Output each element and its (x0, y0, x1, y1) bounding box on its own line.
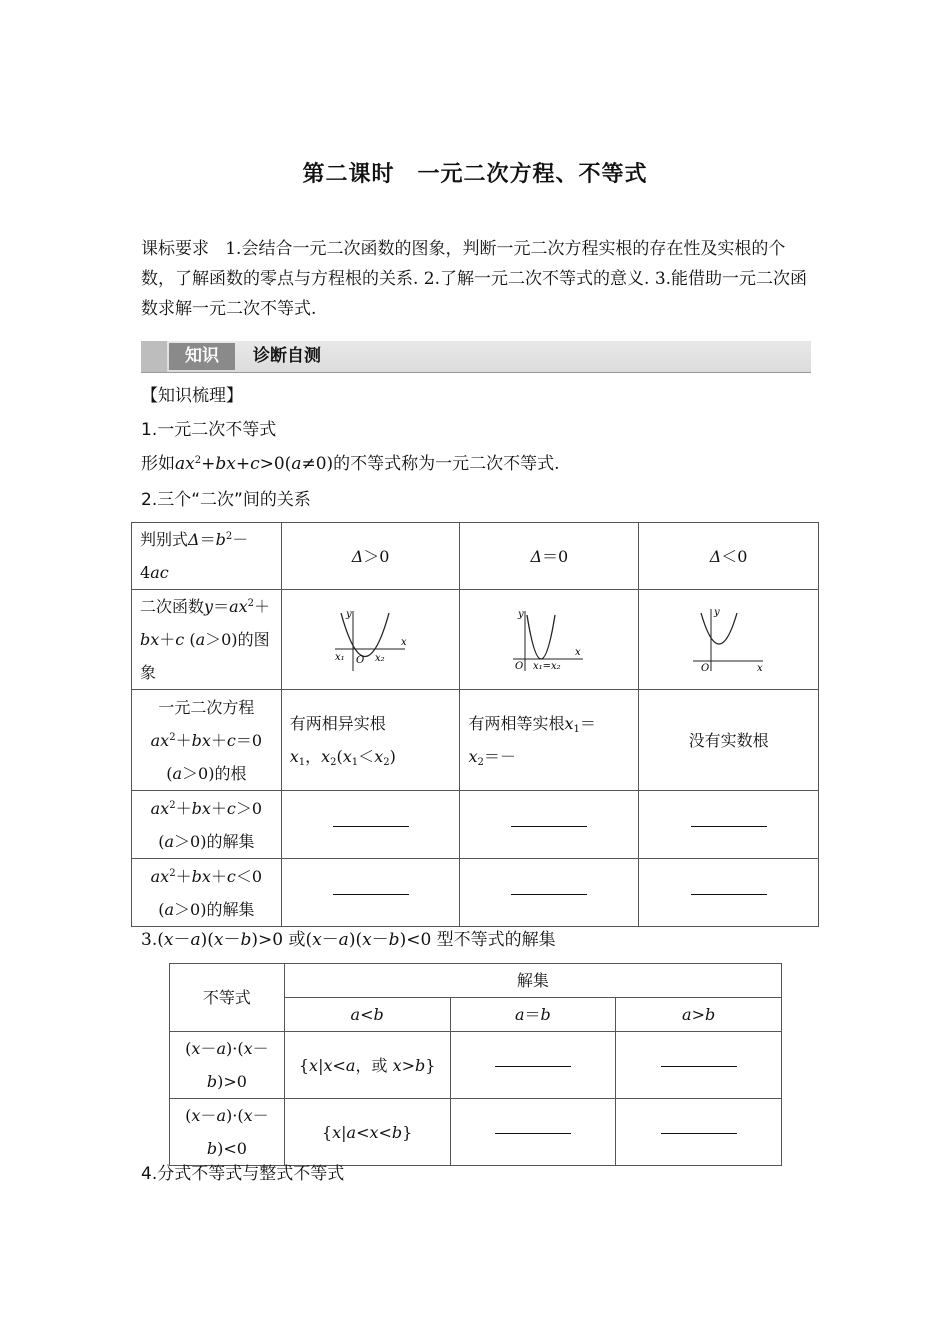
blank-cell (639, 859, 819, 927)
blank-cell (616, 1099, 782, 1166)
table-row (170, 1032, 782, 1099)
row-header-greater: $ax^2+bx+c>0$ (a＞0)的解集 (132, 791, 282, 859)
col-delta-zero: Δ＝0 (460, 523, 639, 590)
three-quadratics-table (131, 522, 819, 927)
blank-cell (460, 791, 639, 859)
blank-cell (639, 791, 819, 859)
svg-text:O: O (700, 662, 709, 674)
factored-inequality-table (169, 963, 782, 1166)
blank-cell (450, 1032, 616, 1099)
col-delta-positive: Δ＞0 (281, 523, 460, 590)
svg-text:y: y (518, 608, 524, 620)
col-delta-negative: Δ＜0 (639, 523, 819, 590)
item4-heading: 4.分式不等式与整式不等式 (141, 1164, 345, 1184)
page-title: 第二课时 一元二次方程、不等式 (302, 162, 648, 187)
header-a-lt-b: a<b (284, 998, 450, 1032)
parabola-one-root-icon (509, 605, 589, 675)
svg-text:x: x (756, 662, 763, 674)
table-row (132, 690, 819, 791)
svg-text:x: x (400, 636, 407, 648)
roots-none: 没有实数根 (639, 690, 819, 791)
header-inequality: 不等式 (170, 964, 285, 1032)
table-row (132, 590, 819, 690)
item1-heading: 1.一元二次不等式 (141, 420, 277, 440)
header-a-eq-b: a＝b (450, 998, 616, 1032)
section-bar-accent (141, 341, 167, 372)
row-greater: (x－a)·(x－ b)>0 (170, 1032, 285, 1099)
graph-no-root (639, 590, 819, 690)
table-row (132, 523, 819, 590)
blank-cell (450, 1099, 616, 1166)
requirements (141, 234, 813, 324)
solution-greater-a-lt-b: {x|x<a，或 x>b} (284, 1032, 450, 1099)
item3-heading: 3.(x－a)(x－b)>0 或(x－a)(x－b)<0 型不等式的解集 (141, 930, 556, 950)
blank-cell (460, 859, 639, 927)
svg-text:y: y (345, 608, 352, 620)
requirements-text: 1.会结合一元二次函数的图象，判断一元二次方程实根的存在性及实根的个数，了解函数的零点与方程根的关系. 2.了解一元二次不等式的意义. 3.能借助一元二次函数求解一元二次不等式. (141, 239, 808, 319)
row-header-less: $ax^2+bx+c<0$ (a＞0)的解集 (132, 859, 282, 927)
table-row (132, 859, 819, 927)
blank-cell (281, 859, 460, 927)
header-a-gt-b: a>b (616, 998, 782, 1032)
row-header-roots: 一元二次方程 $ax^2+bx+c=0$ (a＞0)的根 (132, 690, 282, 791)
svg-text:O: O (355, 654, 364, 666)
svg-text:x: x (575, 646, 581, 658)
svg-text:x₁: x₁ (334, 651, 345, 663)
blank-cell (616, 1032, 782, 1099)
svg-text:y: y (713, 606, 720, 618)
section-title: 诊断自测 (253, 346, 321, 366)
requirements-label: 课标要求 (141, 239, 209, 259)
svg-text:x₂: x₂ (374, 652, 385, 664)
roots-two-equal: 有两相等实根$x_1=$ $x_2=-$ (460, 690, 639, 791)
header-solution-set: 解集 (284, 964, 781, 998)
parabola-two-roots-icon (331, 605, 411, 675)
section-tag: 知识 (169, 343, 235, 370)
row-header-discriminant: 判别式$\Delta=b^2-4ac$ (132, 523, 282, 590)
section-bar (141, 341, 811, 373)
parabola-no-root-icon (689, 605, 769, 675)
svg-text:O: O (515, 660, 524, 672)
table-row (170, 1099, 782, 1166)
roots-two-distinct: 有两相异实根 $x_1$，$x_2(x_1<x_2)$ (281, 690, 460, 791)
table-row (132, 791, 819, 859)
knowledge-header: 【知识梳理】 (141, 386, 243, 406)
svg-text:x₁=x₂: x₁=x₂ (533, 660, 562, 672)
row-header-graph: 二次函数$y=ax^2+bx+c$ (a＞0)的图象 (132, 590, 282, 690)
graph-one-root (460, 590, 639, 690)
item1-definition: 形如$ax^2+bx+c>0(a\ne 0)$的不等式称为一元二次不等式. (141, 454, 560, 474)
solution-less-a-lt-b: {x|a<x<b} (284, 1099, 450, 1166)
row-less: (x－a)·(x－ b)<0 (170, 1099, 285, 1166)
graph-two-roots (281, 590, 460, 690)
item2-heading: 2.三个“二次”间的关系 (141, 490, 311, 510)
blank-cell (281, 791, 460, 859)
table-row (170, 964, 782, 998)
